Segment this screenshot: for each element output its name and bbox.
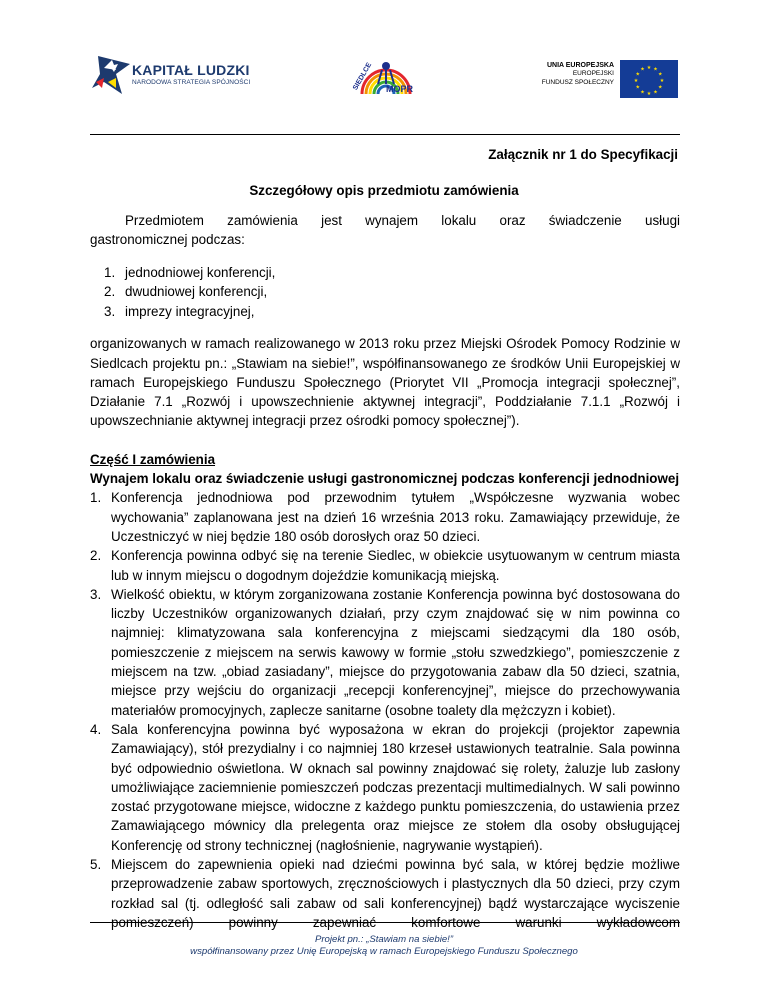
mopr-arc-text: SIEDLCE [352, 61, 374, 92]
intro-list [90, 263, 680, 321]
list-text: Miejscem do zapewnienia opieki nad dziećmi powinna być sala, w której będzie możliwe przeprowadzenie zabaw sportowych, zręcznościowych i plastycznych dla 50 dzieci, przy czym rozkład sal (tj. odległość sali zabaw od sali konferencyjnej) bądź wystarczające wyciszenie pomieszczeń) powinny zapewniać komfortowe warunki wykładowcom [111, 856, 680, 930]
list-text: imprezy integracyjnej, [125, 303, 255, 319]
document-body [90, 211, 680, 932]
eu-label-line1: UNIA EUROPEJSKA [546, 62, 614, 69]
part1-list-item [90, 546, 680, 585]
list-text: Sala konferencyjna powinna być wyposażona w ekran do projekcji (projektor zapewnia Zamawiający), stół prezydialny i co najmniej 180 krzeseł ustawionych teatralnie. Sala powinna być odpowiednio oświetlona. W oknach sal powinny znajdować się rolety, żaluzje lub zasłony umożliwiające zaciemnienie pomieszczeń podczas prezentacji multimedialnych. W sali powinno zostać przygotowane miejsce, widoczne z każdego punktu pomieszczenia, do ustawienia przez Zamawiającego mównicy dla prelegenta oraz miejsce ze stołem dla osoby obsługującej Konferencję od strony technicznej (nagłośnienie, nagrywanie wystąpień). [111, 721, 680, 853]
kapital-ludzki-subtitle: NARODOWA STRATEGIA SPÓJNOŚCI [132, 79, 251, 86]
footer-line2: współfinansowany przez Unię Europejską w ramach Europejskiego Funduszu Społecznego [190, 946, 578, 957]
part1-list-item [90, 855, 680, 932]
svg-text:★: ★ [640, 89, 645, 96]
part1-list [90, 488, 680, 932]
svg-text:★: ★ [640, 66, 645, 73]
svg-text:★: ★ [658, 84, 663, 91]
svg-text:★: ★ [635, 71, 640, 78]
kapital-ludzki-title: KAPITAŁ LUDZKI [132, 62, 250, 78]
intro-line1: Przedmiotem zamówienia jest wynajem lokalu oraz świadczenie usługi [125, 213, 680, 228]
list-number: 5. [90, 856, 102, 872]
header-divider [90, 134, 680, 135]
intro-list-item [90, 282, 680, 301]
eu-flag-icon [620, 60, 678, 98]
footer-divider [90, 922, 680, 923]
list-number: 3. [104, 303, 116, 319]
svg-text:★: ★ [658, 71, 663, 78]
part1-title: Część I zamówienia [90, 451, 216, 467]
list-text: jednodniowej konferencji, [125, 264, 276, 280]
svg-text:★: ★ [653, 89, 658, 96]
part1-list-item [90, 585, 680, 720]
list-number: 3. [90, 586, 102, 602]
page-footer [0, 934, 768, 958]
intro-paragraph: organizowanych w ramach realizowanego w 2013 roku przez Miejski Ośrodek Pomocy Rodzinie w Siedlcach projektu pn.: „Stawiam na siebie!”, współfinansowanego ze środków Unii Europejskiej w ramach Europejskiego Funduszu Społecznego (Priorytet VII „Promocja integracji społecznej”, Działanie 7.1 „Rozwój i upowszechnienie aktywnej integracji”, Poddziałanie 7.1.1 „Rozwój i upowszechnianie aktywnej integracji przez ośrodki pomocy społecznej”). [90, 336, 680, 429]
list-text: Konferencja powinna odbyć się na terenie Siedlec, w obiekcie usytuowanym w centrum miasta lub w innym miejscu o dogodnym dojeździe komunikacją miejską. [111, 548, 680, 583]
list-text: Wielkość obiektu, w którym zorganizowana zostanie Konferencja powinna być dostosowana do liczby Uczestników organizowanych działań, przy czym znajdować się w nim powinna co najmniej: klimatyzowana sala konferencyjna z miejscami siedzącymi dla 180 osób, pomieszczenie z miejscem na serwis kawowy w formie „stołu szwedzkiego”, pomieszczenie z miejscem na tzw. „obiad zasiadany”, miejsce do przygotowania zabaw dla 50 dzieci, szatnia, miejsce przy wejściu do organizacji „recepcji konferencyjnej”, miejsce do przechowywania materiałów promocyjnych, zaplecze sanitarne (osobne toalety dla mężczyzn i kobiet). [111, 586, 680, 718]
list-number: 1. [104, 264, 116, 280]
part1-list-item [90, 488, 680, 546]
eu-label-line3: FUNDUSZ SPOŁECZNY [541, 79, 614, 86]
kapital-ludzki-star-icon [90, 52, 136, 98]
intro-list-item [90, 302, 680, 321]
eu-logo [520, 54, 720, 98]
kapital-ludzki-logo [90, 52, 290, 102]
svg-text:★: ★ [659, 78, 665, 84]
list-number: 1. [90, 490, 102, 506]
footer-line1: Projekt pn.: „Stawiam na siebie!” [314, 934, 454, 945]
list-number: 2. [90, 548, 102, 564]
svg-text:★: ★ [653, 66, 658, 73]
svg-text:★: ★ [646, 91, 652, 97]
svg-text:★: ★ [633, 78, 639, 84]
mopr-label: MOPR [386, 84, 413, 94]
list-text: Konferencja jednodniowa pod przewodnim tytułem „Współczesne wyzwania wobec wychowania” zaplanowana jest na dzień 16 września 2013 roku. Zamawiający przewiduje, że Uczestniczyć w niej będzie 180 osób dorosłych oraz 50 dzieci. [111, 490, 680, 544]
mopr-logo [348, 44, 420, 106]
list-number: 4. [90, 721, 102, 737]
intro-list-item [90, 263, 680, 282]
intro-line2: gastronomicznej podczas: [90, 232, 245, 248]
list-text: dwudniowej konferencji, [125, 284, 268, 300]
document-title: Szczegółowy opis przedmiotu zamówienia [249, 183, 519, 198]
list-number: 2. [104, 284, 116, 300]
annex-label: Załącznik nr 1 do Specyfikacji [488, 147, 678, 162]
part1-list-item [90, 720, 680, 855]
eu-label-line2: EUROPEJSKI [572, 70, 614, 77]
part1-subtitle: Wynajem lokalu oraz świadczenie usługi gastronomicznej podczas konferencji jednodniowej [90, 471, 680, 487]
svg-text:★: ★ [646, 65, 652, 71]
svg-text:★: ★ [635, 84, 640, 91]
